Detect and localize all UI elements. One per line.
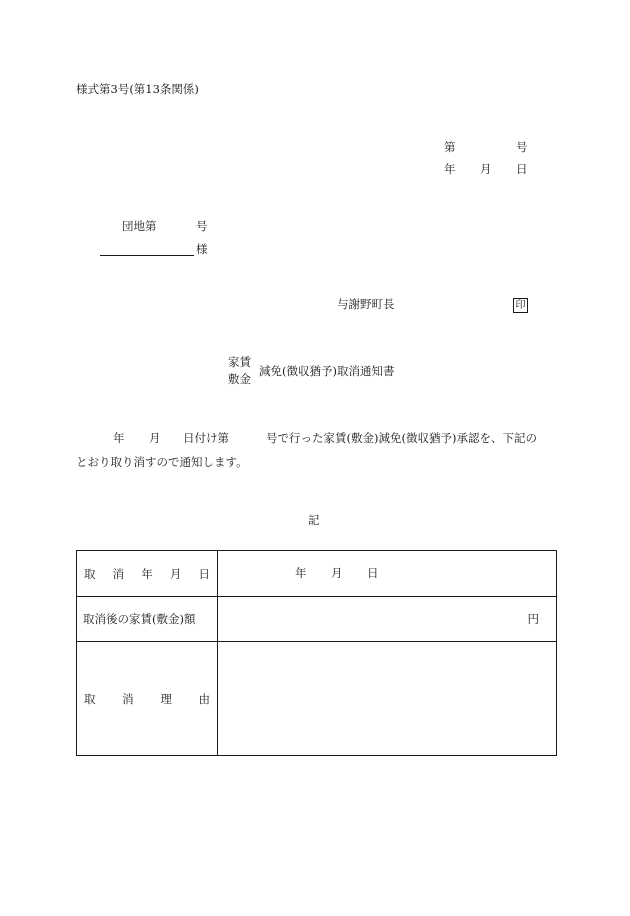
cancel-date-value <box>218 551 557 597</box>
ki-heading: 記 <box>308 513 320 527</box>
cancel-date-year: 年 <box>295 566 307 580</box>
recipient-name-blank <box>100 243 194 256</box>
title-stack-top: 家賃 <box>228 355 251 369</box>
yen-unit: 円 <box>527 612 539 626</box>
label-cancel-reason: 取 消 理 由 <box>77 642 218 756</box>
recipient-sama: 様 <box>196 242 208 256</box>
seal-mark: 印 <box>513 298 528 313</box>
label-rent-amount: 取消後の家賃(敷金)額 <box>77 597 218 642</box>
recipient-go: 号 <box>196 219 208 233</box>
body-date-suffix: 日付け第 <box>183 431 229 445</box>
record-table <box>76 550 557 756</box>
recipient-danchi: 団地第 <box>122 219 157 233</box>
form-number: 様式第3号(第13条関係) <box>76 82 199 96</box>
body-year: 年 <box>113 431 125 445</box>
body-month: 月 <box>149 431 161 445</box>
title-main: 減免(徴収猶予)取消通知書 <box>259 364 395 378</box>
title-stack-bottom: 敷金 <box>228 372 251 386</box>
cancel-date-month: 月 <box>331 566 343 580</box>
body-line1-text: 号で行った家賃(敷金)減免(徴収猶予)承認を、下記の <box>266 431 537 445</box>
doc-date-month: 月 <box>480 162 492 176</box>
doc-date-day: 日 <box>516 162 528 176</box>
rent-amount-value <box>218 597 557 642</box>
label-cancel-date: 取 消 年 月 日 <box>77 551 218 597</box>
cancel-date-day: 日 <box>367 566 379 580</box>
body-line2: とおり取り消すので通知します。 <box>76 455 248 469</box>
row-rent-amount <box>77 597 557 642</box>
cancel-reason-value <box>218 642 557 756</box>
doc-number-go: 号 <box>516 140 528 154</box>
doc-date-year: 年 <box>444 162 456 176</box>
row-cancel-date <box>77 551 557 597</box>
row-cancel-reason <box>77 642 557 756</box>
doc-number-dai: 第 <box>444 140 456 154</box>
sender-name: 与謝野町長 <box>337 297 395 311</box>
